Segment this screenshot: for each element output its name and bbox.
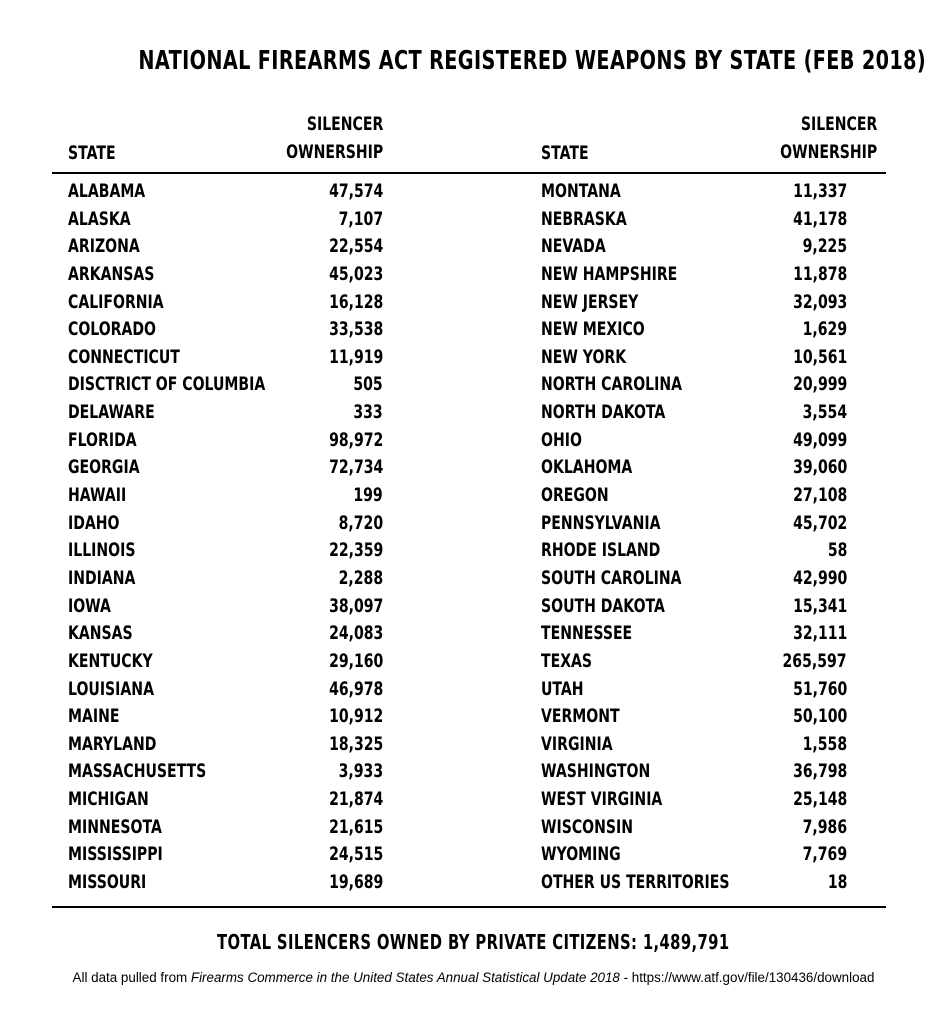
state-name: SOUTH CAROLINA — [541, 566, 682, 589]
state-name: WASHINGTON — [541, 760, 651, 783]
table-row — [68, 868, 383, 896]
table-row — [68, 453, 383, 481]
source-prefix: All data pulled from — [72, 970, 191, 985]
silencer-count: 27,108 — [792, 484, 847, 507]
state-name: WEST VIRGINIA — [541, 788, 663, 811]
state-name: MISSOURI — [68, 871, 147, 894]
state-name: NORTH CAROLINA — [541, 373, 682, 396]
state-name: COLORADO — [68, 318, 157, 341]
table-row — [541, 592, 847, 620]
silencer-count: 3,554 — [802, 401, 847, 424]
silencer-count: 32,093 — [792, 290, 847, 313]
silencer-count: 45,702 — [792, 511, 847, 534]
table-row — [541, 702, 847, 730]
state-name: INDIANA — [68, 566, 136, 589]
table-row — [541, 813, 847, 841]
chart-title-container — [0, 48, 947, 74]
silencer-count: 42,990 — [792, 566, 847, 589]
state-name: TEXAS — [541, 649, 593, 672]
state-name: OREGON — [541, 484, 609, 507]
table-row — [68, 675, 383, 703]
silencer-count: 18,325 — [328, 732, 383, 755]
silencer-count: 18 — [827, 871, 847, 894]
table-row — [541, 398, 847, 426]
header-state-left — [68, 142, 132, 164]
silencer-count: 7,769 — [802, 843, 847, 866]
state-name: ILLINOIS — [68, 539, 136, 562]
table-row — [541, 840, 847, 868]
table-row — [68, 426, 383, 454]
table-right-column — [541, 177, 847, 896]
silencer-count: 72,734 — [328, 456, 383, 479]
table-row — [68, 785, 383, 813]
silencer-count: 10,912 — [328, 705, 383, 728]
silencer-count: 2,288 — [338, 566, 383, 589]
table-row — [541, 260, 847, 288]
table-row — [541, 315, 847, 343]
silencer-count: 11,919 — [328, 345, 383, 368]
table-row — [541, 675, 847, 703]
source-publication: Firearms Commerce in the United States Annual Statistical Update 2018 — [190, 970, 620, 985]
silencer-count: 98,972 — [328, 428, 383, 451]
header-state-left-label: STATE — [68, 142, 116, 164]
table-row — [541, 757, 847, 785]
silencer-count: 199 — [353, 484, 383, 507]
table-row — [68, 481, 383, 509]
silencer-count: 19,689 — [328, 871, 383, 894]
total-silencers-text: TOTAL SILENCERS OWNED BY PRIVATE CITIZENS: 1,489,791 — [217, 930, 730, 954]
state-name: HAWAII — [68, 484, 127, 507]
state-name: CONNECTICUT — [68, 345, 180, 368]
top-divider — [52, 172, 886, 174]
state-name: CALIFORNIA — [68, 290, 164, 313]
table-row — [68, 647, 383, 675]
silencer-count: 47,574 — [328, 180, 383, 202]
source-note — [0, 970, 947, 985]
state-name: PENNSYLVANIA — [541, 511, 661, 534]
table-row — [68, 343, 383, 371]
silencer-count: 41,178 — [792, 207, 847, 230]
total-container — [0, 932, 947, 953]
state-name: TENNESSEE — [541, 622, 633, 645]
state-name: GEORGIA — [68, 456, 140, 479]
state-name: MISSISSIPPI — [68, 843, 163, 866]
silencer-count: 49,099 — [792, 428, 847, 451]
header-value-left-line1: SILENCER — [306, 113, 383, 135]
table-row — [68, 370, 383, 398]
state-name: IDAHO — [68, 511, 120, 534]
source-suffix: - https://www.atf.gov/file/130436/download — [619, 970, 875, 985]
header-value-right-line1: SILENCER — [800, 113, 877, 135]
table-left-column — [68, 177, 383, 896]
silencer-count: 20,999 — [792, 373, 847, 396]
table-row — [68, 730, 383, 758]
table-row — [541, 232, 847, 260]
state-name: NEW MEXICO — [541, 318, 645, 341]
table-row — [541, 868, 847, 896]
state-name: NEBRASKA — [541, 207, 627, 230]
table-row — [541, 619, 847, 647]
silencer-count: 16,128 — [328, 290, 383, 313]
header-state-right-label: STATE — [541, 142, 589, 164]
state-name: DISCTRICT OF COLUMBIA — [68, 373, 266, 396]
silencer-count: 1,558 — [802, 732, 847, 755]
state-name: KANSAS — [68, 622, 133, 645]
state-name: VIRGINIA — [541, 732, 613, 755]
silencer-count: 333 — [353, 401, 383, 424]
header-value-left-line2: OWNERSHIP — [285, 141, 383, 163]
state-name: OKLAHOMA — [541, 456, 633, 479]
table-row — [541, 343, 847, 371]
table-row — [68, 619, 383, 647]
silencer-count: 8,720 — [338, 511, 383, 534]
state-name: LOUISIANA — [68, 677, 154, 700]
state-name: ARIZONA — [68, 235, 140, 258]
state-name: NEW JERSEY — [541, 290, 639, 313]
table-row — [68, 177, 383, 205]
state-name: MINNESOTA — [68, 815, 162, 838]
header-value-right-line2: OWNERSHIP — [779, 141, 877, 163]
table-row — [68, 398, 383, 426]
table-row — [68, 757, 383, 785]
table-row — [541, 481, 847, 509]
state-name: DELAWARE — [68, 401, 155, 424]
silencer-count: 11,878 — [792, 262, 847, 285]
table-row — [68, 260, 383, 288]
silencer-count: 58 — [827, 539, 847, 562]
silencer-count: 21,874 — [328, 788, 383, 811]
table-row — [68, 592, 383, 620]
state-name: MASSACHUSETTS — [68, 760, 207, 783]
table-row — [541, 370, 847, 398]
silencer-count: 39,060 — [792, 456, 847, 479]
silencer-count: 50,100 — [792, 705, 847, 728]
state-name: KENTUCKY — [68, 649, 153, 672]
table-row — [68, 509, 383, 537]
state-name: FLORIDA — [68, 428, 137, 451]
table-row — [541, 730, 847, 758]
silencer-count: 3,933 — [338, 760, 383, 783]
state-name: MICHIGAN — [68, 788, 149, 811]
table-row — [68, 564, 383, 592]
silencer-count: 7,986 — [802, 815, 847, 838]
state-name: ALASKA — [68, 207, 131, 230]
bottom-divider — [52, 906, 886, 908]
state-name: NORTH DAKOTA — [541, 401, 666, 424]
silencer-count: 24,083 — [328, 622, 383, 645]
table-row — [541, 177, 847, 205]
silencer-count: 10,561 — [792, 345, 847, 368]
table-row — [68, 813, 383, 841]
silencer-count: 265,597 — [782, 649, 847, 672]
table-row — [541, 647, 847, 675]
silencer-count: 45,023 — [328, 262, 383, 285]
state-name: OHIO — [541, 428, 582, 451]
table-row — [541, 536, 847, 564]
silencer-count: 29,160 — [328, 649, 383, 672]
table-row — [541, 426, 847, 454]
silencer-count: 36,798 — [792, 760, 847, 783]
table-row — [68, 205, 383, 233]
state-name: WYOMING — [541, 843, 621, 866]
header-value-left — [233, 113, 383, 169]
state-name: NEW HAMPSHIRE — [541, 262, 678, 285]
table-row — [68, 536, 383, 564]
table-row — [541, 453, 847, 481]
silencer-count: 505 — [353, 373, 383, 396]
state-name: WISCONSIN — [541, 815, 634, 838]
state-name: NEVADA — [541, 235, 606, 258]
state-name: VERMONT — [541, 705, 620, 728]
silencer-count: 9,225 — [802, 235, 847, 258]
table-row — [68, 702, 383, 730]
silencer-count: 51,760 — [792, 677, 847, 700]
table-row — [541, 205, 847, 233]
state-name: RHODE ISLAND — [541, 539, 661, 562]
state-name: MONTANA — [541, 180, 621, 202]
silencer-count: 33,538 — [328, 318, 383, 341]
silencer-count: 32,111 — [792, 622, 847, 645]
header-state-right — [541, 142, 605, 164]
silencer-count: 38,097 — [328, 594, 383, 617]
state-name: IOWA — [68, 594, 111, 617]
silencer-count: 22,359 — [328, 539, 383, 562]
state-name: ARKANSAS — [68, 262, 155, 285]
table-row — [68, 232, 383, 260]
state-name: ALABAMA — [68, 180, 146, 202]
table-row — [68, 315, 383, 343]
header-value-right — [727, 113, 877, 169]
chart-title: NATIONAL FIREARMS ACT REGISTERED WEAPONS BY STATE (FEB 2018) — [138, 46, 927, 76]
state-name: MAINE — [68, 705, 120, 728]
table-row — [541, 509, 847, 537]
silencer-count: 7,107 — [338, 207, 383, 230]
silencer-count: 15,341 — [792, 594, 847, 617]
table-row — [68, 840, 383, 868]
state-name: UTAH — [541, 677, 584, 700]
silencer-count: 25,148 — [792, 788, 847, 811]
silencer-count: 1,629 — [802, 318, 847, 341]
state-name: SOUTH DAKOTA — [541, 594, 665, 617]
table-row — [68, 288, 383, 316]
state-name: NEW YORK — [541, 345, 627, 368]
table-row — [541, 288, 847, 316]
table-row — [541, 785, 847, 813]
silencer-count: 11,337 — [792, 180, 847, 202]
state-name: OTHER US TERRITORIES — [541, 871, 730, 894]
silencer-count: 24,515 — [328, 843, 383, 866]
table-row — [541, 564, 847, 592]
silencer-count: 22,554 — [328, 235, 383, 258]
silencer-count: 46,978 — [328, 677, 383, 700]
silencer-count: 21,615 — [328, 815, 383, 838]
state-name: MARYLAND — [68, 732, 157, 755]
